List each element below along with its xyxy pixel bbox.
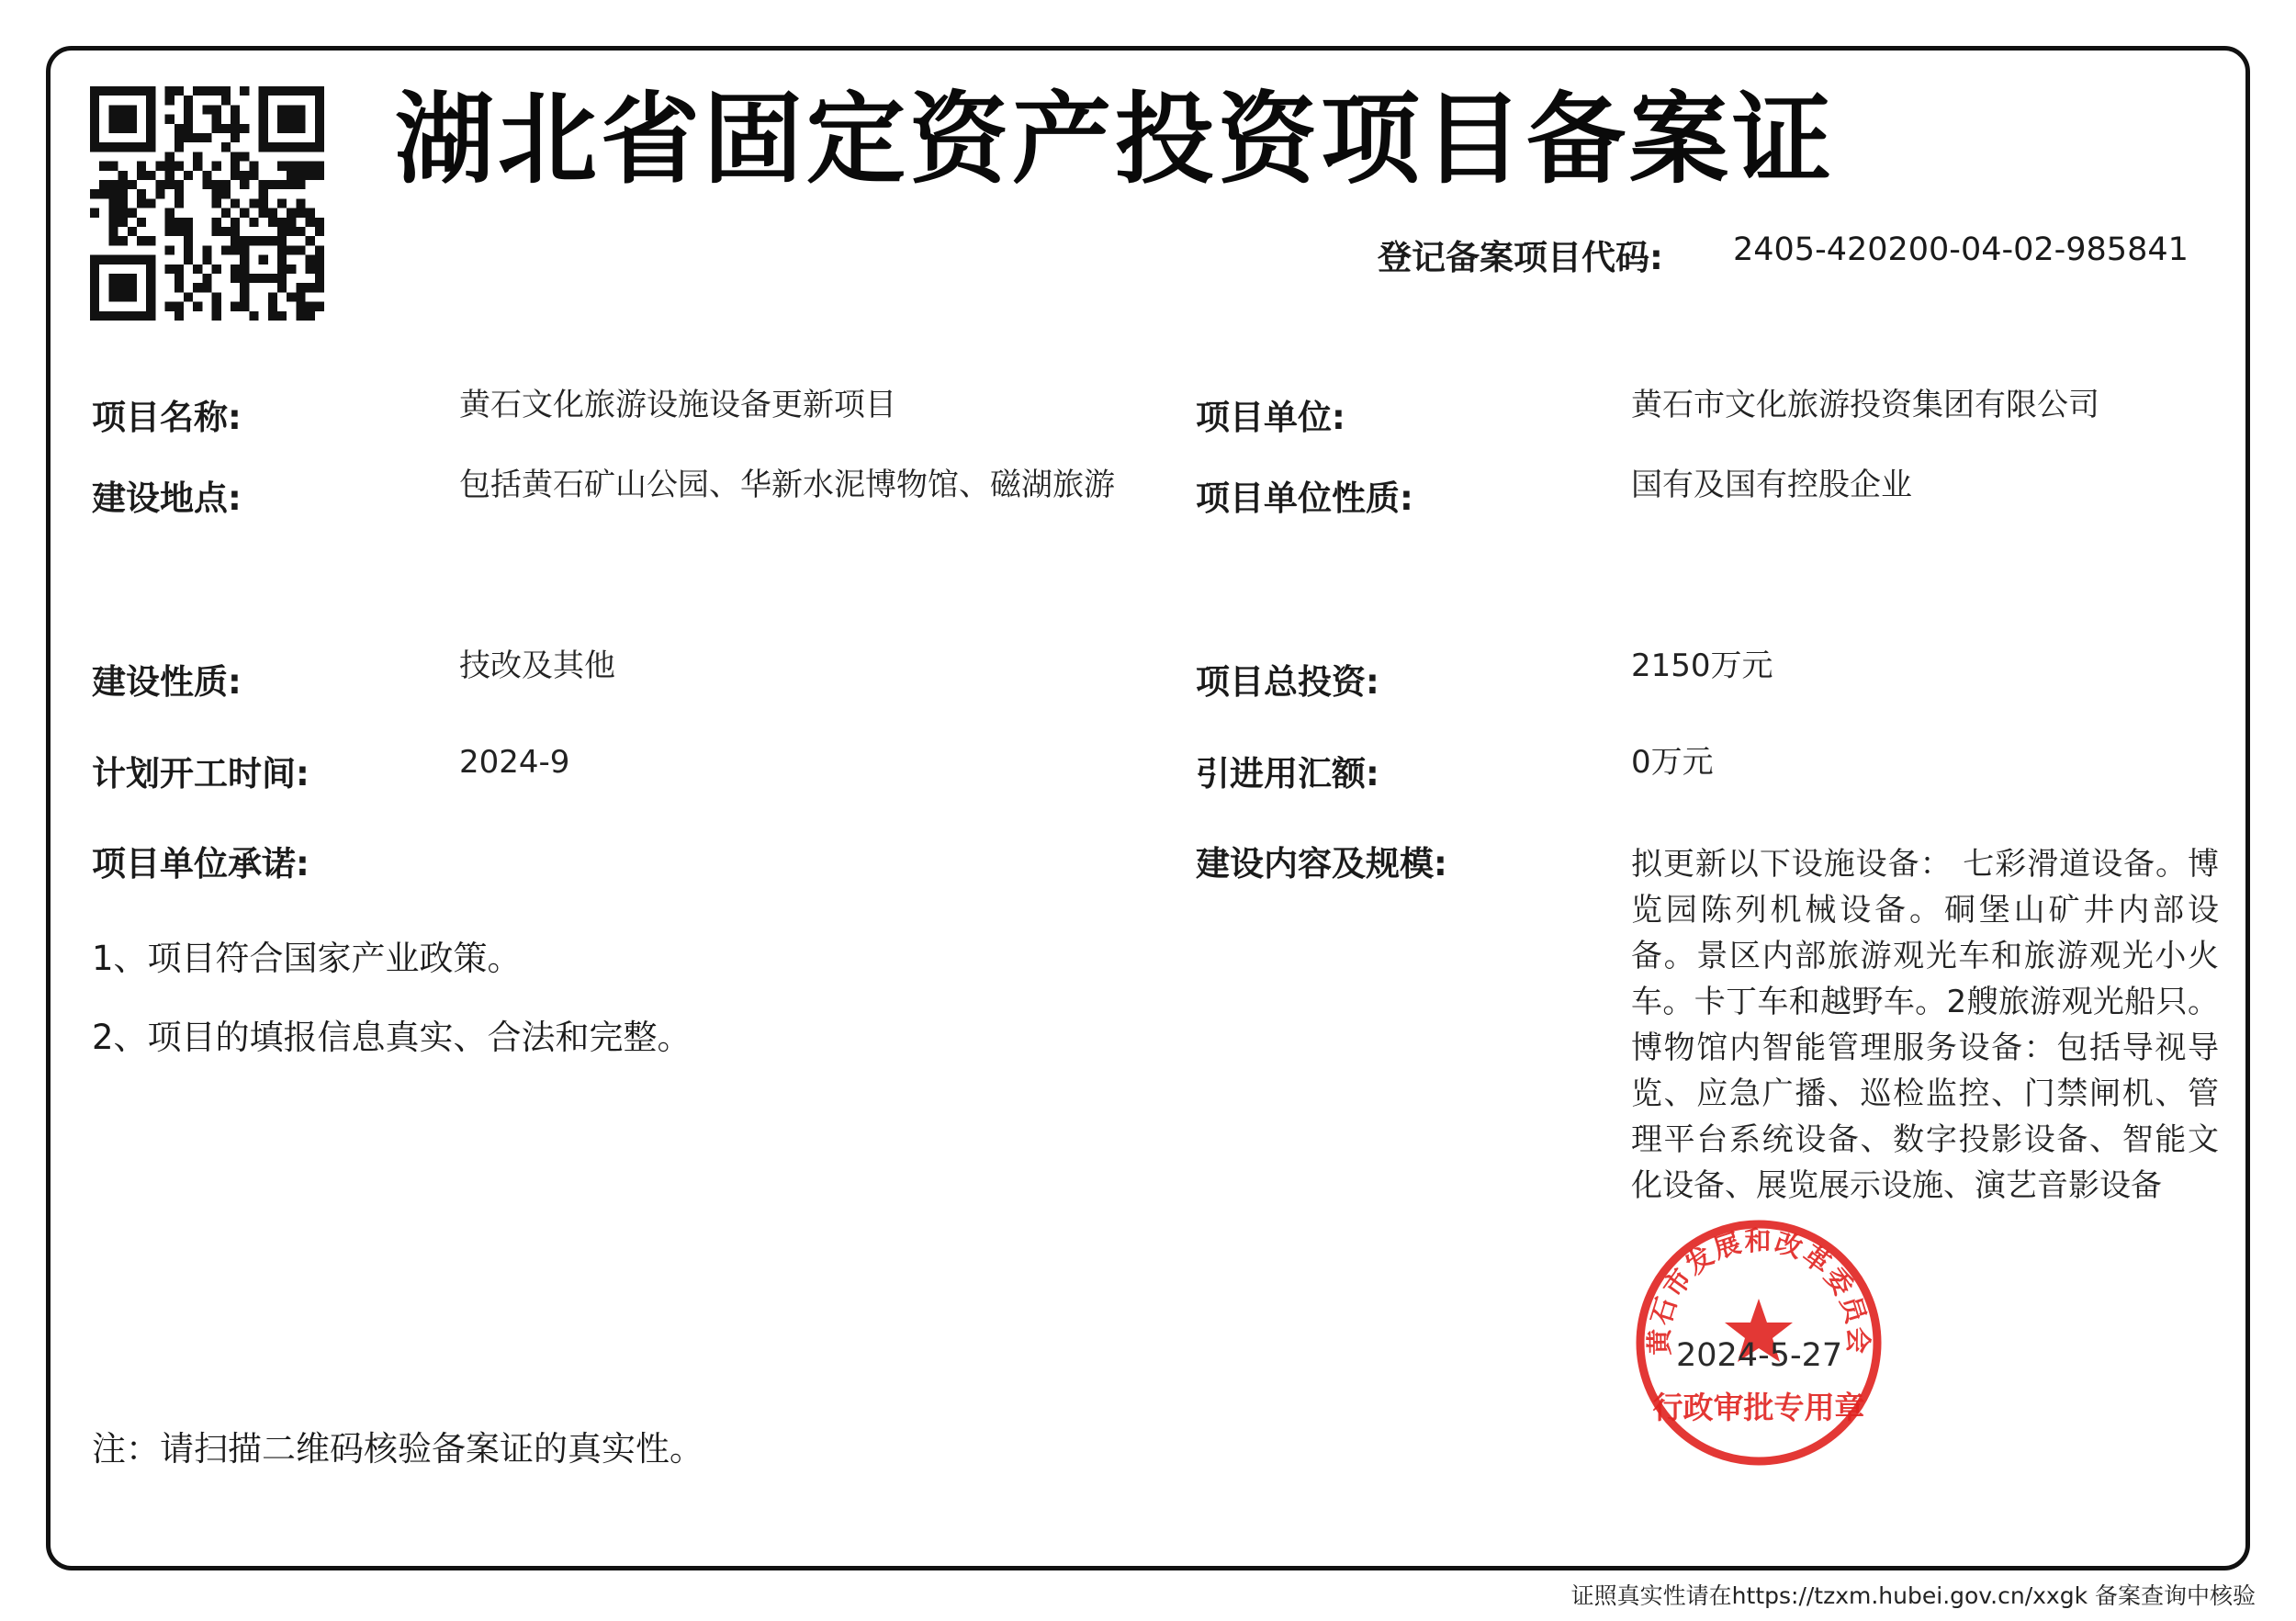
registration-code-label: 登记备案项目代码: bbox=[1378, 238, 1663, 277]
project-name-label: 项目名称: bbox=[92, 398, 242, 437]
certificate-frame bbox=[46, 46, 2250, 1570]
construction-nature-label: 建设性质: bbox=[92, 662, 242, 702]
project-unit-label: 项目单位: bbox=[1196, 398, 1345, 437]
planned-start-label: 计划开工时间: bbox=[92, 754, 310, 794]
construction-content-value: 拟更新以下设施设备： 七彩滑道设备。博览园陈列机械设备。硐堡山矿井内部设备。景区内部旅游观光车和旅游观光小火车。卡丁车和越野车。2艘旅游观光船只。博物馆内智能管理服务设备：包括导视导览、应急广播、巡检监控、门禁闸机、管理平台系统设备、数字投影设备、智能文化设备、展览展示设施、演艺音影设备 bbox=[1631, 846, 2219, 1204]
construction-content-label: 建设内容及规模: bbox=[1196, 844, 1447, 884]
pledge-item: 1、项目符合国家产业政策。 bbox=[92, 939, 522, 978]
qr-code[interactable] bbox=[90, 86, 324, 321]
certificate-title: 湖北省固定资产投资项目备案证 bbox=[395, 83, 1836, 197]
unit-nature-value: 国有及国有控股企业 bbox=[1631, 467, 1912, 503]
construction-site-value: 包括黄石矿山公园、华新水泥博物馆、磁湖旅游 bbox=[459, 467, 1115, 503]
registration-code-value: 2405-420200-04-02-985841 bbox=[1733, 231, 2189, 268]
pledge-label: 项目单位承诺: bbox=[92, 844, 310, 884]
construction-nature-value: 技改及其他 bbox=[459, 647, 615, 684]
unit-nature-label: 项目单位性质: bbox=[1196, 478, 1413, 518]
construction-site-label: 建设地点: bbox=[92, 478, 242, 518]
total-investment-label: 项目总投资: bbox=[1196, 662, 1379, 702]
seal-arc-text: 黄石市发展和改革委员会 bbox=[1643, 1224, 1874, 1356]
verification-note: 注：请扫描二维码核验备案证的真实性。 bbox=[92, 1429, 703, 1469]
project-name-value: 黄石文化旅游设施设备更新项目 bbox=[459, 387, 896, 423]
total-investment-value: 2150万元 bbox=[1631, 647, 1773, 684]
foreign-exchange-label: 引进用汇额: bbox=[1196, 754, 1379, 794]
project-unit-value: 黄石市文化旅游投资集团有限公司 bbox=[1631, 387, 2099, 423]
seal-date: 2024-5-27 bbox=[1676, 1337, 1843, 1374]
seal-bottom-text: 行政审批专用章 bbox=[1652, 1390, 1865, 1425]
planned-start-value: 2024-9 bbox=[459, 744, 570, 781]
pledge-item: 2、项目的填报信息真实、合法和完整。 bbox=[92, 1018, 692, 1057]
foreign-exchange-value: 0万元 bbox=[1631, 744, 1714, 781]
footer-verification-text: 证照真实性请在https://tzxm.hubei.gov.cn/xxgk 备案查询中核验 bbox=[1570, 1582, 2256, 1609]
